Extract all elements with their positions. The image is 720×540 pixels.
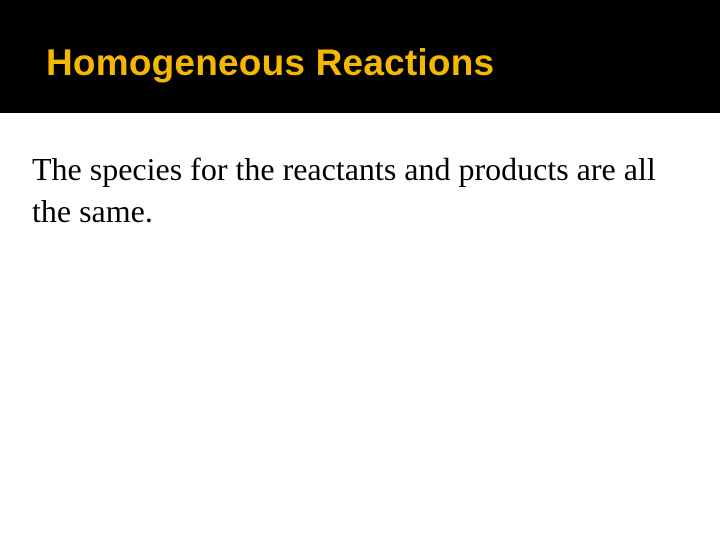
slide-title: Homogeneous Reactions bbox=[46, 42, 495, 83]
title-bar bbox=[0, 0, 720, 113]
slide-body-text: The species for the reactants and products are all the same. bbox=[32, 151, 656, 229]
